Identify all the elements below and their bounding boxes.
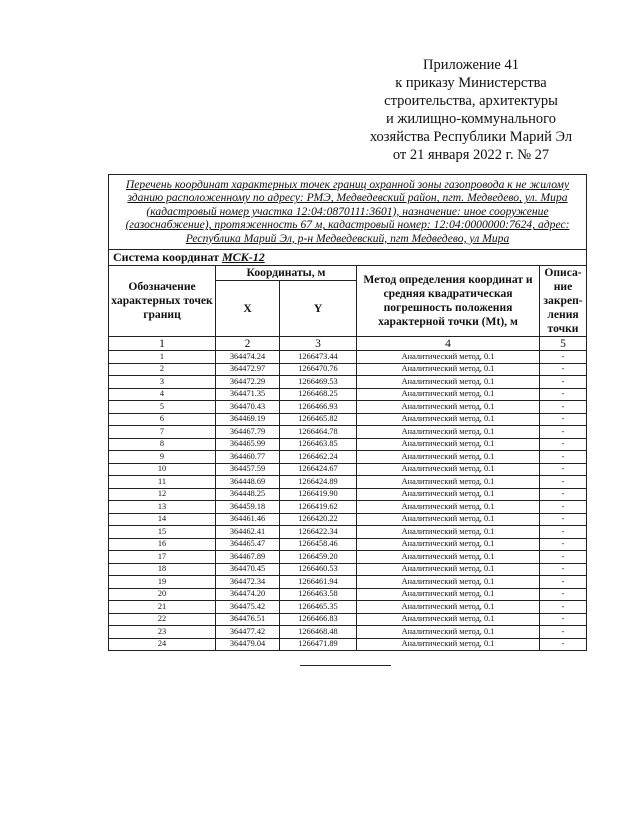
cell-desc: -	[540, 351, 587, 364]
cell-y: 1266468.25	[280, 388, 357, 401]
cell-n: 11	[109, 476, 216, 489]
appendix-line: хозяйства Республики Марий Эл	[369, 129, 573, 145]
table-row	[109, 376, 587, 389]
cell-x: 364472.29	[216, 376, 280, 389]
cell-x: 364472.34	[216, 576, 280, 589]
cell-method: Аналитический метод, 0.1	[357, 363, 540, 376]
cell-desc: -	[540, 463, 587, 476]
cell-y: 1266462.24	[280, 451, 357, 464]
table-row	[109, 638, 587, 651]
cell-x: 364472.97	[216, 363, 280, 376]
cell-x: 364474.20	[216, 588, 280, 601]
cell-method: Аналитический метод, 0.1	[357, 426, 540, 439]
cell-n: 20	[109, 588, 216, 601]
cell-desc: -	[540, 551, 587, 564]
cell-n: 19	[109, 576, 216, 589]
cell-x: 364448.69	[216, 476, 280, 489]
table-row	[109, 576, 587, 589]
coordinate-system-label: Система координат	[113, 250, 222, 265]
cell-method: Аналитический метод, 0.1	[357, 626, 540, 639]
cell-x: 364465.99	[216, 438, 280, 451]
column-number: 1	[109, 337, 216, 351]
cell-x: 364460.77	[216, 451, 280, 464]
cell-n: 4	[109, 388, 216, 401]
cell-desc: -	[540, 401, 587, 414]
cell-y: 1266459.20	[280, 551, 357, 564]
cell-n: 12	[109, 488, 216, 501]
column-number: 2	[216, 337, 280, 351]
cell-x: 364470.45	[216, 563, 280, 576]
cell-method: Аналитический метод, 0.1	[357, 563, 540, 576]
cell-n: 24	[109, 638, 216, 651]
cell-method: Аналитический метод, 0.1	[357, 551, 540, 564]
cell-n: 6	[109, 413, 216, 426]
cell-y: 1266465.35	[280, 601, 357, 614]
table-row	[109, 413, 587, 426]
cell-y: 1266424.67	[280, 463, 357, 476]
coordinates-table	[108, 174, 587, 651]
table-row	[109, 526, 587, 539]
cell-method: Аналитический метод, 0.1	[357, 613, 540, 626]
cell-desc: -	[540, 563, 587, 576]
cell-x: 364459.18	[216, 501, 280, 514]
table-row	[109, 488, 587, 501]
cell-desc: -	[540, 613, 587, 626]
cell-y: 1266470.76	[280, 363, 357, 376]
cell-desc: -	[540, 376, 587, 389]
cell-desc: -	[540, 538, 587, 551]
column-number: 5	[540, 337, 587, 351]
cell-method: Аналитический метод, 0.1	[357, 388, 540, 401]
cell-method: Аналитический метод, 0.1	[357, 451, 540, 464]
cell-y: 1266466.83	[280, 613, 357, 626]
table-row	[109, 601, 587, 614]
cell-desc: -	[540, 451, 587, 464]
cell-y: 1266419.62	[280, 501, 357, 514]
header-desc: Описа- ние закреп- ления точки	[540, 266, 587, 337]
cell-method: Аналитический метод, 0.1	[357, 401, 540, 414]
cell-n: 10	[109, 463, 216, 476]
cell-x: 364462.41	[216, 526, 280, 539]
column-number: 4	[357, 337, 540, 351]
cell-x: 364457.59	[216, 463, 280, 476]
table-row	[109, 401, 587, 414]
cell-n: 2	[109, 363, 216, 376]
header-y: Y	[280, 281, 357, 337]
table-row	[109, 501, 587, 514]
cell-y: 1266461.94	[280, 576, 357, 589]
table-row	[109, 451, 587, 464]
cell-n: 16	[109, 538, 216, 551]
table-row	[109, 476, 587, 489]
cell-method: Аналитический метод, 0.1	[357, 488, 540, 501]
cell-y: 1266464.78	[280, 426, 357, 439]
cell-x: 364474.24	[216, 351, 280, 364]
cell-method: Аналитический метод, 0.1	[357, 601, 540, 614]
appendix-header	[340, 56, 602, 164]
footer-divider	[300, 665, 391, 666]
cell-x: 364471.35	[216, 388, 280, 401]
cell-desc: -	[540, 363, 587, 376]
cell-n: 15	[109, 526, 216, 539]
cell-y: 1266465.82	[280, 413, 357, 426]
cell-desc: -	[540, 638, 587, 651]
table-row	[109, 551, 587, 564]
cell-x: 364448.25	[216, 488, 280, 501]
cell-x: 364465.47	[216, 538, 280, 551]
cell-desc: -	[540, 526, 587, 539]
table-row	[109, 626, 587, 639]
cell-desc: -	[540, 388, 587, 401]
cell-n: 17	[109, 551, 216, 564]
cell-y: 1266422.34	[280, 526, 357, 539]
table-row	[109, 351, 587, 364]
cell-method: Аналитический метод, 0.1	[357, 588, 540, 601]
cell-y: 1266463.85	[280, 438, 357, 451]
cell-x: 364476.51	[216, 613, 280, 626]
table-row	[109, 463, 587, 476]
cell-method: Аналитический метод, 0.1	[357, 413, 540, 426]
header-x: X	[216, 281, 280, 337]
table-row	[109, 563, 587, 576]
header-coords: Координаты, м	[216, 266, 357, 281]
cell-method: Аналитический метод, 0.1	[357, 638, 540, 651]
table-row	[109, 438, 587, 451]
cell-n: 3	[109, 376, 216, 389]
cell-n: 13	[109, 501, 216, 514]
cell-x: 364479.04	[216, 638, 280, 651]
cell-desc: -	[540, 588, 587, 601]
cell-n: 7	[109, 426, 216, 439]
cell-desc: -	[540, 426, 587, 439]
cell-method: Аналитический метод, 0.1	[357, 501, 540, 514]
cell-n: 23	[109, 626, 216, 639]
table-caption: Перечень координат характерных точек границ охранной зоны газопровода к не жилому зданию расположенному по адресу: РМЭ, Медведевский район, пгт. Медведево, ул. Мира (кадастровый номер участка 12:04:0870111:3601), назначение: иное сооружение (газоснабжение), протяженность 67 м, кадастровый номер: 12:04:0000000:7624, адрес: Республика Марий Эл, р-н Медведевский, пгт Медведево, ул Мира	[109, 175, 587, 250]
cell-method: Аналитический метод, 0.1	[357, 576, 540, 589]
table-row	[109, 363, 587, 376]
cell-n: 21	[109, 601, 216, 614]
cell-x: 364470.43	[216, 401, 280, 414]
table-row	[109, 388, 587, 401]
header-method: Метод определения координат и средняя квадратическая погрешность положения характерной точки (Mt), м	[357, 266, 540, 337]
cell-desc: -	[540, 501, 587, 514]
cell-desc: -	[540, 626, 587, 639]
appendix-line: и жилищно-коммунального	[385, 111, 557, 127]
cell-y: 1266460.53	[280, 563, 357, 576]
cell-n: 14	[109, 513, 216, 526]
cell-method: Аналитический метод, 0.1	[357, 513, 540, 526]
appendix-line: строительства, архитектуры	[384, 93, 558, 109]
cell-y: 1266463.58	[280, 588, 357, 601]
cell-y: 1266471.89	[280, 638, 357, 651]
header-point: Обозначение характерных точек границ	[109, 266, 216, 337]
cell-method: Аналитический метод, 0.1	[357, 526, 540, 539]
cell-y: 1266469.53	[280, 376, 357, 389]
cell-desc: -	[540, 476, 587, 489]
cell-n: 1	[109, 351, 216, 364]
cell-y: 1266458.46	[280, 538, 357, 551]
cell-n: 18	[109, 563, 216, 576]
appendix-line: от 21 января 2022 г. № 27	[392, 147, 550, 163]
cell-y: 1266424.89	[280, 476, 357, 489]
cell-x: 364475.42	[216, 601, 280, 614]
table-row	[109, 613, 587, 626]
cell-y: 1266473.44	[280, 351, 357, 364]
table-row	[109, 588, 587, 601]
table-row	[109, 513, 587, 526]
column-number: 3	[280, 337, 357, 351]
coordinate-system-row	[109, 250, 587, 266]
cell-method: Аналитический метод, 0.1	[357, 376, 540, 389]
cell-x: 364467.79	[216, 426, 280, 439]
cell-x: 364469.19	[216, 413, 280, 426]
table-row	[109, 426, 587, 439]
cell-y: 1266468.48	[280, 626, 357, 639]
cell-desc: -	[540, 438, 587, 451]
cell-x: 364467.89	[216, 551, 280, 564]
cell-method: Аналитический метод, 0.1	[357, 463, 540, 476]
cell-n: 22	[109, 613, 216, 626]
cell-y: 1266466.93	[280, 401, 357, 414]
cell-method: Аналитический метод, 0.1	[357, 438, 540, 451]
cell-n: 5	[109, 401, 216, 414]
cell-method: Аналитический метод, 0.1	[357, 351, 540, 364]
cell-y: 1266420.22	[280, 513, 357, 526]
cell-x: 364461.46	[216, 513, 280, 526]
coordinate-system-value: МСК-12	[221, 250, 265, 265]
cell-desc: -	[540, 413, 587, 426]
table-row	[109, 538, 587, 551]
cell-method: Аналитический метод, 0.1	[357, 538, 540, 551]
cell-n: 8	[109, 438, 216, 451]
cell-desc: -	[540, 576, 587, 589]
appendix-line: Приложение 41	[423, 57, 519, 73]
cell-y: 1266419.90	[280, 488, 357, 501]
cell-n: 9	[109, 451, 216, 464]
cell-desc: -	[540, 601, 587, 614]
cell-desc: -	[540, 513, 587, 526]
cell-x: 364477.42	[216, 626, 280, 639]
cell-method: Аналитический метод, 0.1	[357, 476, 540, 489]
appendix-line: к приказу Министерства	[395, 75, 547, 91]
cell-desc: -	[540, 488, 587, 501]
